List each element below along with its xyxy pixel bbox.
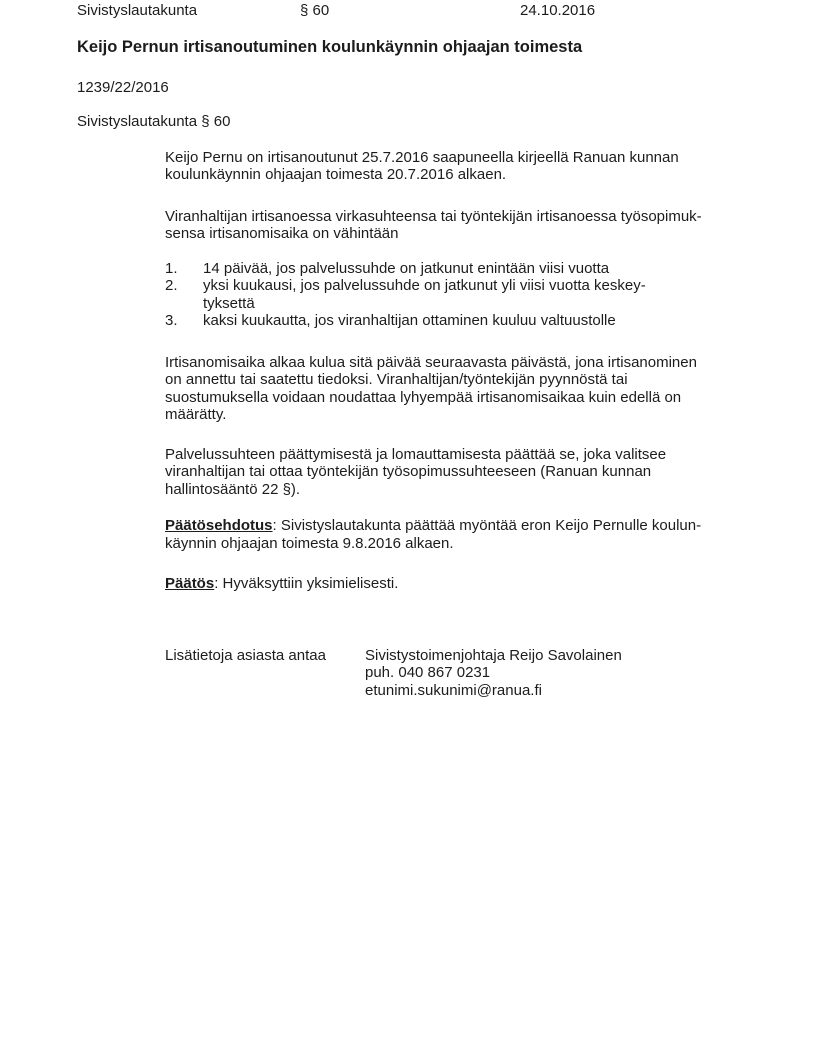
header-date: 24.10.2016 (520, 2, 596, 19)
list-item (165, 277, 786, 312)
contact-info (165, 647, 786, 700)
header-section-mark: § 60 (300, 2, 330, 19)
decision-proposal-label: Päätösehdotus (165, 517, 273, 534)
contact-person: Sivistystoimenjohtaja Reijo Savolainen (365, 646, 622, 664)
contact-label: Lisätietoja asiasta antaa (165, 646, 326, 664)
paragraph-resignation: Keijo Pernu on irtisanoutunut 25.7.2016 saapuneella kirjeellä Ranuan kunnan koulunkäynnin ohjaajan toimesta 20.7.2016 alkaen. (165, 148, 679, 183)
header-committee: Sivistyslautakunta (77, 2, 198, 19)
list-item (165, 312, 786, 330)
contact-values (365, 647, 786, 700)
contact-email: etunimi.sukunimi@ranua.fi (365, 681, 542, 699)
decision-label: Päätös (165, 575, 215, 592)
list-item-number: 1. (165, 259, 178, 277)
document-title: Keijo Pernun irtisanoutuminen koulunkäynnin ohjaajan toimesta (77, 37, 583, 56)
document-header (77, 2, 786, 20)
subheading: Sivistyslautakunta § 60 (77, 113, 231, 130)
list-item-text: yksi kuukausi, jos palvelussuhde on jatkunut yli viisi vuotta keskey- tyksettä (203, 277, 646, 312)
list-item-text: 14 päivää, jos palvelussuhde on jatkunut enintään viisi vuotta (203, 259, 610, 277)
list-item-number: 2. (165, 277, 178, 294)
paragraph-authority: Palvelussuhteen päättymisestä ja lomauttamisesta päättää se, joka valitsee viranhaltijan tai ottaa työntekijän työsopimussuhteeseen (Ranuan kunnan hallintosääntö 22 §). (165, 445, 667, 498)
list-item (165, 260, 786, 278)
decision-proposal-text: : Sivistyslautakunta päättää myöntää eron Keijo Pernulle koulun- käynnin ohjaajan toimesta 9.8.2016 alkaen. (165, 517, 702, 552)
decision-proposal (165, 517, 786, 552)
case-number: 1239/22/2016 (77, 78, 169, 96)
notice-period-list (165, 260, 786, 330)
decision-text: : Hyväksyttiin yksimielisesti. (214, 575, 399, 592)
list-item-text: kaksi kuukautta, jos viranhaltijan ottaminen kuuluu valtuustolle (203, 312, 616, 329)
paragraph-notice-period-intro: Viranhaltijan irtisanoessa virkasuhteensa tai työntekijän irtisanoessa työsopimuk- sensa irtisanomisaika on vähintään (165, 207, 702, 242)
contact-phone: puh. 040 867 0231 (365, 664, 491, 681)
decision (165, 575, 786, 593)
paragraph-notice-period-rules: Irtisanomisaika alkaa kulua sitä päivää seuraavasta päivästä, jona irtisanominen on annettu tai saatettu tiedoksi. Viranhaltijan/työntekijän pyynnöstä tai suostumuksella voidaan noudattaa lyhyempää irtisanomisaikaa kuin edellä on määrätty. (165, 353, 697, 423)
list-item-number: 3. (165, 312, 178, 329)
